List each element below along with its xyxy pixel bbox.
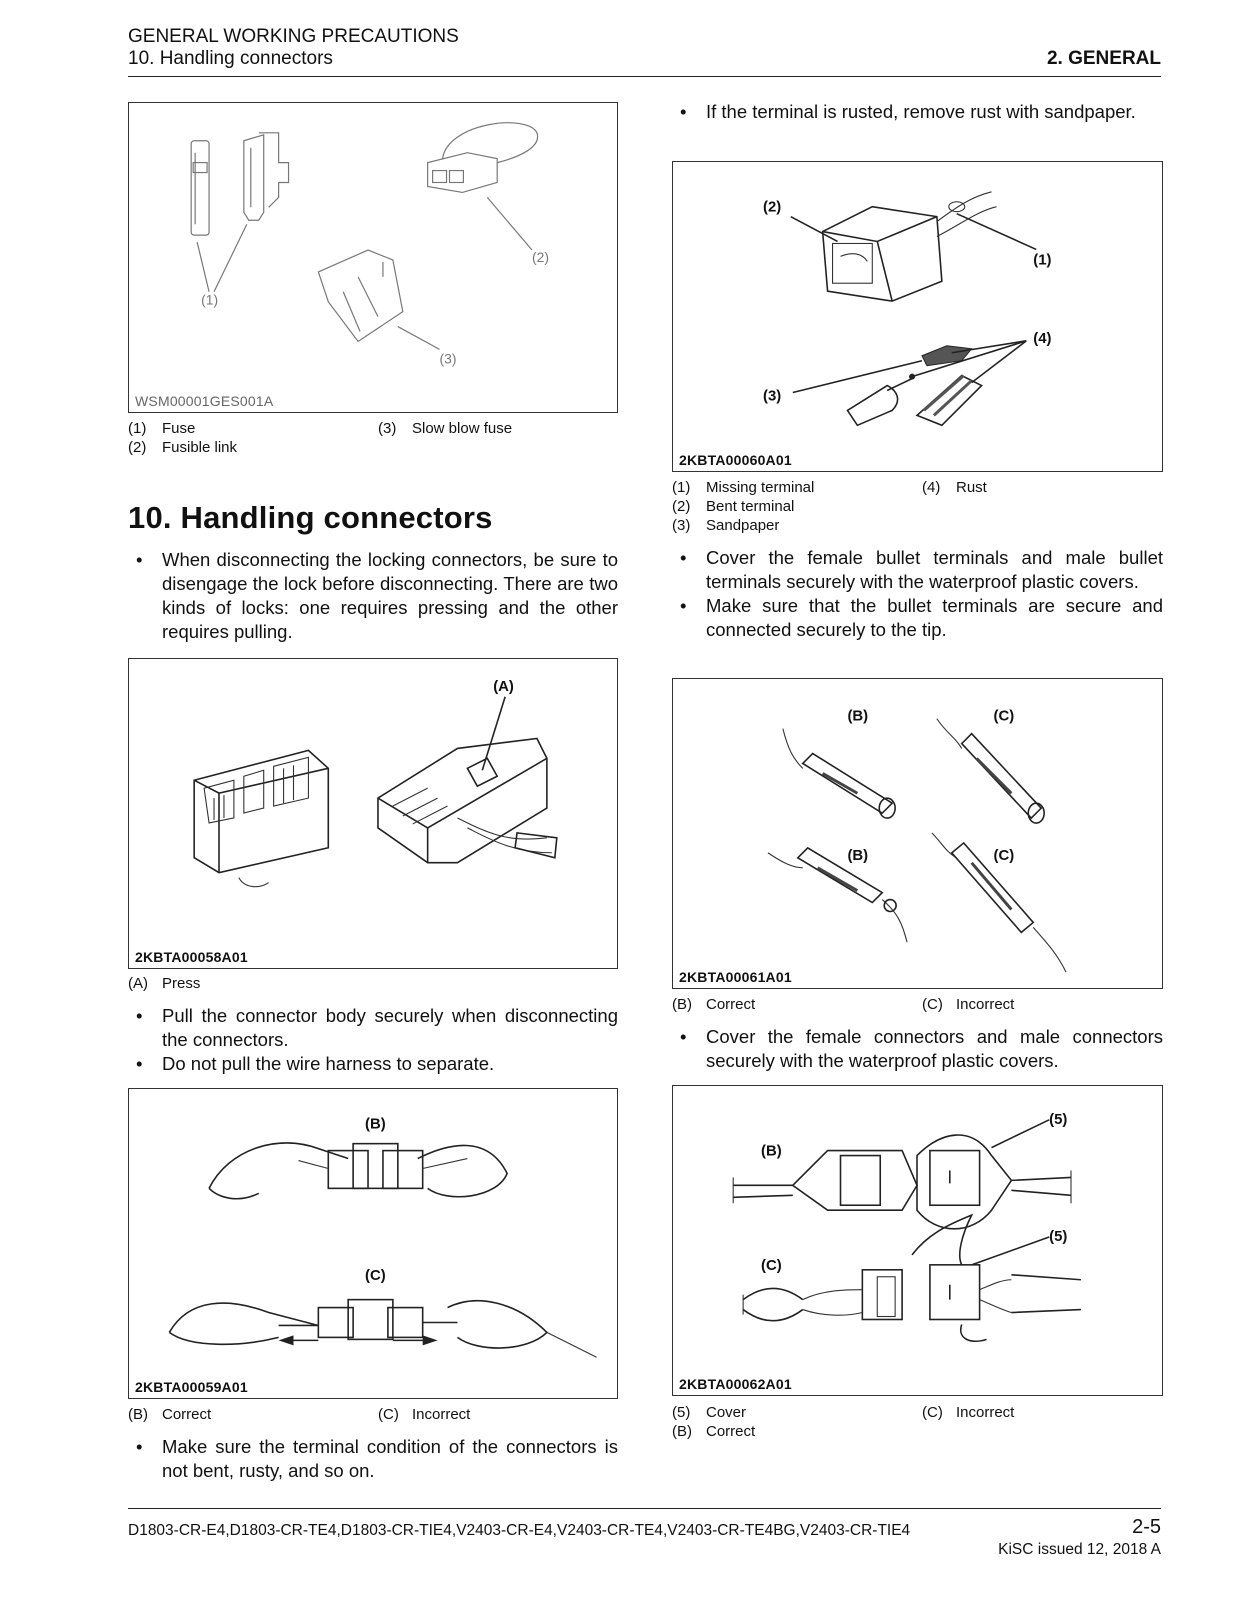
figure-id: WSM00001GES001A: [135, 393, 274, 409]
callout-a: (A): [493, 678, 514, 695]
header-section: GENERAL WORKING PRECAUTIONS: [128, 26, 459, 47]
legend-item: (3) Slow blow fuse: [378, 420, 513, 437]
figure-rusted-terminal: [672, 161, 1163, 472]
footer-divider: [128, 1508, 1161, 1509]
callout-5: (5): [1049, 1111, 1068, 1128]
callout-b: (B): [761, 1143, 782, 1160]
legend-rust: [672, 478, 1163, 538]
legend-item: (C) Incorrect: [922, 1404, 1015, 1421]
fuses-illustration: [129, 103, 617, 412]
bullet-item: • Make sure that the bullet terminals are secure and connected securely to the tip.: [672, 594, 1163, 642]
callout-1: (1): [1033, 252, 1052, 269]
bullet-terminals-illustration: [673, 679, 1162, 988]
figure-id: 2KBTA00058A01: [135, 949, 248, 965]
legend-item: (1) Missing terminal: [672, 479, 815, 496]
legend-item: (A) Press: [128, 975, 201, 992]
figure-id: 2KBTA00059A01: [135, 1379, 248, 1395]
callout-c: (C): [993, 847, 1015, 864]
bullet-list: [672, 546, 1163, 642]
legend-item: (2) Fusible link: [128, 439, 238, 456]
legend-covers: [672, 1403, 1163, 1443]
locking-connectors-illustration: [129, 659, 617, 968]
figure-bullet-terminals: [672, 678, 1163, 989]
bullet-list: [672, 1025, 1163, 1073]
figure-id: 2KBTA00062A01: [679, 1376, 792, 1392]
legend-item: (1) Fuse: [128, 420, 196, 437]
callout-1: (1): [201, 291, 219, 308]
callout-3: (3): [439, 350, 457, 367]
legend-item: (4) Rust: [922, 479, 987, 496]
bullet-list: [128, 1435, 618, 1483]
rusted-terminal-illustration: [673, 162, 1162, 471]
legend-item: (B) Correct: [672, 1423, 756, 1440]
bullet-item: • If the terminal is rusted, remove rust with sandpaper.: [672, 100, 1163, 124]
figure-fuses: [128, 102, 618, 413]
figure-pull-connectors: [128, 1088, 618, 1399]
figure-waterproof-covers: [672, 1085, 1163, 1396]
page-number: 2-5: [1132, 1516, 1161, 1538]
legend-item: (B) Correct: [672, 996, 756, 1013]
header-subsection: 10. Handling connectors: [128, 48, 333, 69]
callout-c: (C): [761, 1257, 782, 1274]
legend-item: (3) Sandpaper: [672, 517, 780, 534]
legend-bullet-terminals: [672, 995, 1163, 1015]
bullet-list: [128, 548, 618, 644]
callout-3: (3): [763, 388, 782, 405]
pull-connectors-illustration: [129, 1089, 617, 1398]
figure-id: 2KBTA00060A01: [679, 452, 792, 468]
callout-2: (2): [531, 248, 549, 265]
figure-locking-connectors: [128, 658, 618, 969]
callout-2: (2): [763, 199, 782, 216]
bullet-item: • When disconnecting the locking connectors, be sure to disengage the lock before disconnecting. There are two kinds of locks: one requires pressing and the other requires pulling.: [128, 548, 618, 644]
figure-id: 2KBTA00061A01: [679, 969, 792, 985]
legend-item: (C) Incorrect: [378, 1406, 471, 1423]
callout-b: (B): [365, 1116, 386, 1133]
header-divider: [128, 76, 1161, 77]
footer-models: D1803-CR-E4,D1803-CR-TE4,D1803-CR-TIE4,V2403-CR-E4,V2403-CR-TE4,V2403-CR-TE4BG,V2403-CR-TIE4: [128, 1522, 911, 1539]
callout-5: (5): [1049, 1228, 1068, 1245]
callout-b: (B): [847, 708, 869, 725]
bullet-item: • Make sure the terminal condition of the connectors is not bent, rusty, and so on.: [128, 1435, 618, 1483]
legend-item: (B) Correct: [128, 1406, 212, 1423]
section-title: 10. Handling connectors: [128, 500, 493, 535]
issue-info: KiSC issued 12, 2018 A: [998, 1541, 1161, 1558]
header-chapter: 2. GENERAL: [1046, 48, 1161, 69]
callout-4: (4): [1033, 330, 1052, 347]
bullet-item: • Cover the female bullet terminals and male bullet terminals securely with the waterproof plastic covers.: [672, 546, 1163, 594]
callout-c: (C): [993, 708, 1015, 725]
legend-item: (C) Incorrect: [922, 996, 1015, 1013]
legend-pull: [128, 1405, 618, 1425]
bullet-item: • Pull the connector body securely when disconnecting the connectors.: [128, 1004, 618, 1052]
callout-c: (C): [365, 1267, 386, 1284]
legend-item: (5) Cover: [672, 1404, 747, 1421]
bullet-list: [128, 1004, 618, 1076]
legend-press: [128, 974, 618, 994]
legend-item: (2) Bent terminal: [672, 498, 795, 515]
bullet-item: • Cover the female connectors and male connectors securely with the waterproof plastic covers.: [672, 1025, 1163, 1073]
waterproof-covers-illustration: [673, 1086, 1162, 1395]
bullet-list: [672, 100, 1163, 124]
bullet-item: • Do not pull the wire harness to separate.: [128, 1052, 618, 1076]
callout-b: (B): [847, 847, 869, 864]
legend-fuses: [128, 419, 618, 459]
